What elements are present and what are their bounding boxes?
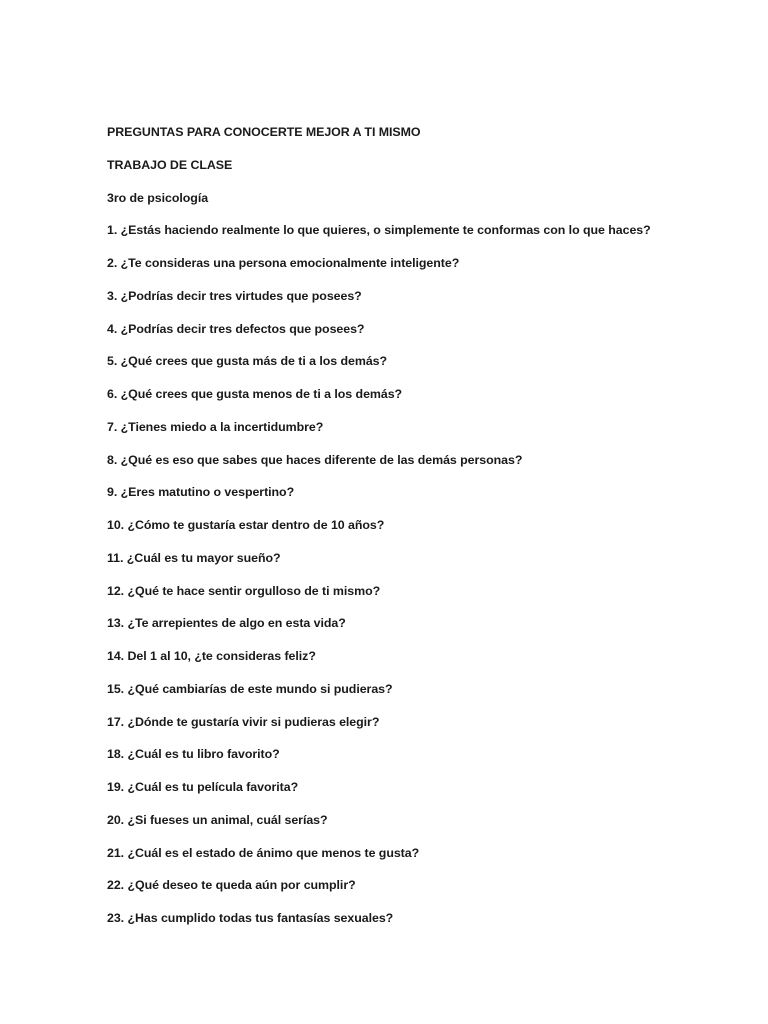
question-item: 11. ¿Cuál es tu mayor sueño? [107,550,281,565]
question-item: 5. ¿Qué crees que gusta más de ti a los demás? [107,354,388,369]
question-item: 10. ¿Cómo te gustaría estar dentro de 10 años? [107,518,385,532]
question-list [107,222,747,926]
question-item: 6. ¿Qué crees que gusta menos de ti a los demás? [107,387,403,401]
document-title: PREGUNTAS PARA CONOCERTE MEJOR A TI MISMO [107,125,421,139]
question-item: 23. ¿Has cumplido todas tus fantasías sexuales? [107,911,394,925]
question-item: 20. ¿Si fueses un animal, cuál serías? [107,812,328,827]
question-item: 13. ¿Te arrepientes de algo en esta vida? [107,616,346,631]
course-label: 3ro de psicología [107,190,209,205]
question-item: 15. ¿Qué cambiarías de este mundo si pudieras? [107,681,393,696]
document-body [107,124,747,943]
question-item: 22. ¿Qué deseo te queda aún por cumplir? [107,878,356,893]
question-item: 8. ¿Qué es eso que sabes que haces diferente de las demás personas? [107,452,523,467]
question-item: 9. ¿Eres matutino o vespertino? [107,485,295,500]
question-item: 14. Del 1 al 10, ¿te consideras feliz? [107,649,316,663]
question-item: 12. ¿Qué te hace sentir orgulloso de ti mismo? [107,583,381,598]
question-item: 21. ¿Cuál es el estado de ánimo que menos te gusta? [107,845,420,860]
question-item: 1. ¿Estás haciendo realmente lo que quieres, o simplemente te conformas con lo que haces? [107,223,651,238]
document-subtitle: TRABAJO DE CLASE [107,157,233,172]
question-item: 3. ¿Podrías decir tres virtudes que posees? [107,288,362,303]
question-item: 7. ¿Tienes miedo a la incertidumbre? [107,419,324,434]
question-item: 4. ¿Podrías decir tres defectos que posees? [107,321,365,336]
question-item: 17. ¿Dónde te gustaría vivir si pudieras elegir? [107,714,380,729]
question-item: 2. ¿Te consideras una persona emocionalmente inteligente? [107,256,460,270]
question-item: 19. ¿Cuál es tu película favorita? [107,780,299,794]
question-item: 18. ¿Cuál es tu libro favorito? [107,747,280,762]
